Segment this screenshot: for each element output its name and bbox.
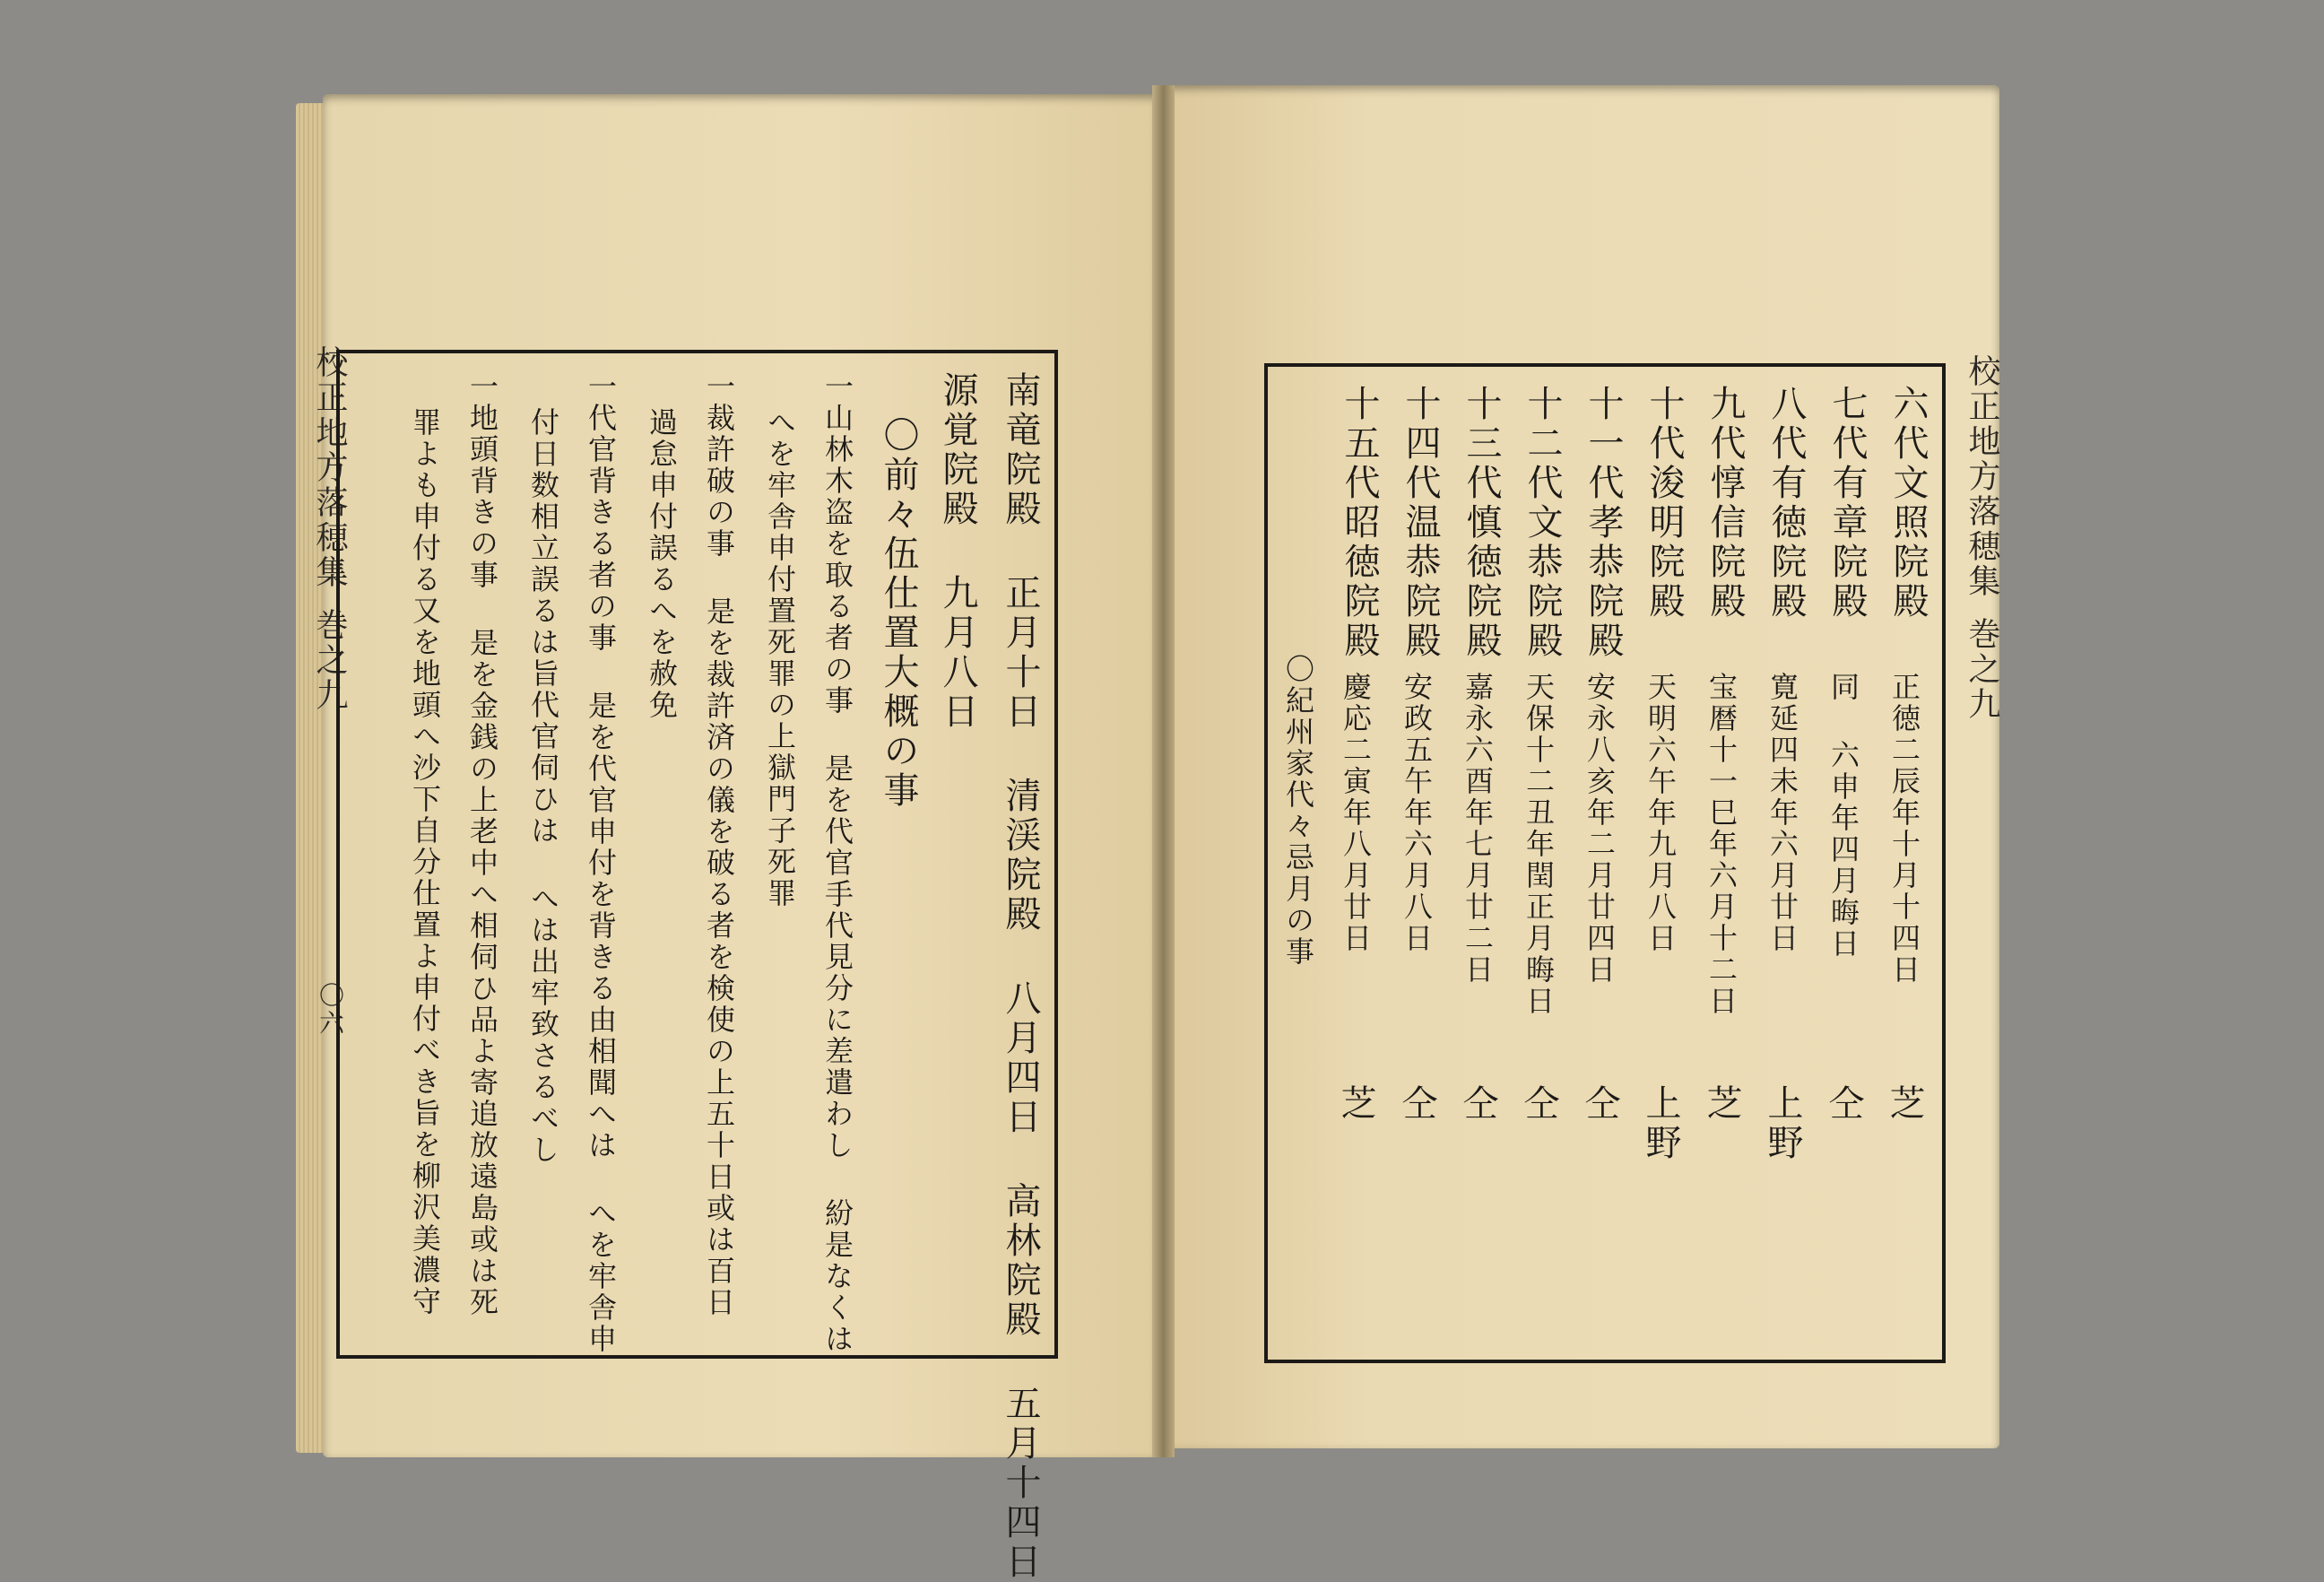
entry-column [1754,385,1808,1335]
entry-name: 十二代文恭院殿 [1522,385,1563,661]
text-column: 過怠申付誤るへを赦免 [645,407,679,721]
entry-column [1510,385,1564,1335]
entry-name: 十代浚明院殿 [1643,385,1685,622]
entry-date: 寛延四未年六月廿日 [1765,672,1799,954]
entry-place: 上野 [1640,1084,1681,1163]
entry-name: 八代有徳院殿 [1765,385,1807,622]
entry-name: 九代惇信院殿 [1704,385,1746,622]
entry-column [1388,385,1442,1335]
text-column: 〇前々伍仕置大概の事 [878,416,919,811]
entry-name: 六代文照院殿 [1887,385,1929,622]
entry-place: 仝 [1396,1084,1437,1124]
text-column: 南竜院殿 正月十日 清渓院殿 八月四日 高林院殿 五月十四日 [1000,371,1041,1582]
entry-column [1327,385,1381,1335]
entry-date: 慶応二寅年八月廿日 [1339,672,1373,954]
entry-date: 同 六申年四月晦日 [1826,672,1860,960]
entry-date: 天明六午年九月八日 [1643,672,1678,954]
entry-place: 芝 [1884,1084,1925,1124]
right-text-frame [1264,363,1946,1363]
text-column: 一山林木盗を取る者の事 是を代官手代見分に差遣わし 紛是なくは [820,371,854,1355]
left-text-frame [336,350,1058,1582]
entry-place: 仝 [1457,1084,1498,1124]
text-column: 付日数相立誤るは旨代官伺ひは へは出牢致さるべし [526,407,560,1166]
entry-column [1571,385,1625,1335]
text-column: 源覚院殿 九月八日 [937,371,978,732]
left-folio: 〇六 [316,982,345,1038]
entry-name: 十五代昭徳院殿 [1339,385,1380,661]
section-heading: 〇紀州家代々忌月の事 [1281,654,1315,968]
text-column: へを牢舎申付置死罪の上獄門子死罪 [763,407,797,909]
entry-column [1449,385,1503,1335]
right-margin-title: 校正地方落穂集巻之九 [1964,354,2000,722]
entry-date: 安政五午年六月八日 [1400,672,1434,954]
entry-place: 芝 [1335,1084,1376,1124]
open-book [269,85,2008,1582]
entry-place: 仝 [1823,1084,1864,1124]
entry-place: 仝 [1579,1084,1620,1124]
text-column: 一地頭背きの事 是を金銭の上老中へ相伺ひ品よ寄追放遠島或は死 [465,371,499,1318]
entry-place: 上野 [1762,1084,1803,1163]
text-column: 罪よも申付る又を地頭へ沙下自分仕置よ申付べき旨を柳沢美濃守 [408,407,442,1317]
entry-date: 安永八亥年二月廿四日 [1583,672,1617,986]
entry-name: 十三代慎徳院殿 [1461,385,1502,661]
book-gutter [1152,85,1175,1457]
entry-column [1632,385,1686,1335]
entry-date: 嘉永六酉年七月廿二日 [1461,672,1495,986]
entry-date: 宝暦十一巳年六月十二日 [1704,672,1739,1017]
entry-date: 正徳二辰年十月十四日 [1887,672,1921,986]
entry-name: 十四代温恭院殿 [1400,385,1441,661]
entry-place: 芝 [1701,1084,1742,1124]
entry-column [1876,385,1929,1335]
entry-column [1693,385,1747,1335]
left-margin-title: 校正地方落穂集巻之九 [311,345,348,713]
entry-column [1815,385,1869,1335]
entry-name: 七代有章院殿 [1826,385,1868,622]
text-column: 一裁許破の事 是を裁許済の儀を破る者を検使の上五十日或は百日 [702,371,736,1318]
entry-place: 仝 [1518,1084,1559,1124]
entry-date: 天保十二丑年閏正月晦日 [1522,672,1556,1017]
text-column: 一代官背きる者の事 是を代官申付を背きる由相聞へは へを牢舎申 [584,371,618,1355]
entry-name: 十一代孝恭院殿 [1583,385,1624,661]
